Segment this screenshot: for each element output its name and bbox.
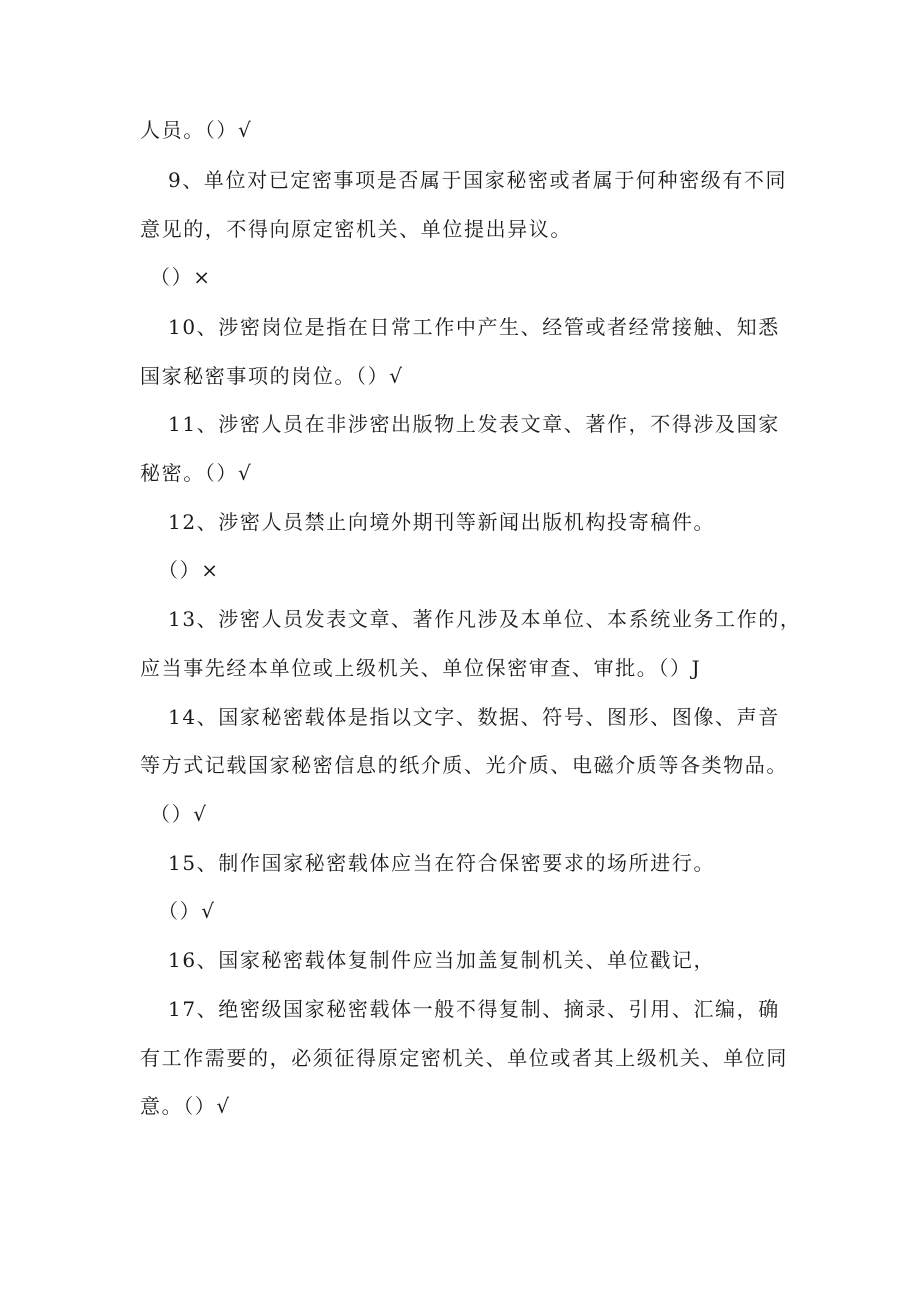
question-9: 9、单位对已定密事项是否属于国家秘密或者属于何种密级有不同 [168,168,788,192]
answer-mark: （）√ [158,899,216,923]
question-14: 14、国家秘密载体是指以文字、数据、符号、图形、图像、声音 [168,705,780,729]
question-11: 11、涉密人员在非涉密出版物上发表文章、著作，不得涉及国家 [168,412,780,436]
question-15: 15、制作国家秘密载体应当在符合保密要求的场所进行。 [168,851,716,875]
text-line: 意见的，不得向原定密机关、单位提出异议。 [140,217,572,241]
answer-mark: （）× [150,265,212,289]
text-line: 国家秘密事项的岗位。（）√ [140,364,404,388]
question-10: 10、涉密岗位是指在日常工作中产生、经管或者经常接触、知悉 [168,315,780,339]
text-line: 意。（）√ [140,1094,231,1118]
text-line: 应当事先经本单位或上级机关、单位保密审查、审批。（）J [140,656,702,680]
question-13: 13、涉密人员发表文章、著作凡涉及本单位、本系统业务工作的， [168,607,802,631]
text-line: 有工作需要的，必须征得原定密机关、单位或者其上级机关、单位同 [140,1046,788,1070]
text-line: 人员。（）√ [140,118,253,142]
answer-mark: （）√ [150,802,208,826]
question-16: 16、国家秘密载体复制件应当加盖复制机关、单位戳记， [168,948,716,972]
answer-mark: （）× [158,558,220,582]
text-line: 等方式记载国家秘密信息的纸介质、光介质、电磁介质等各类物品。 [140,753,788,777]
text-line: 秘密。（）√ [140,461,253,485]
question-17: 17、绝密级国家秘密载体一般不得复制、摘录、引用、汇编，确 [168,997,780,1021]
question-12: 12、涉密人员禁止向境外期刊等新闻出版机构投寄稿件。 [168,510,716,534]
